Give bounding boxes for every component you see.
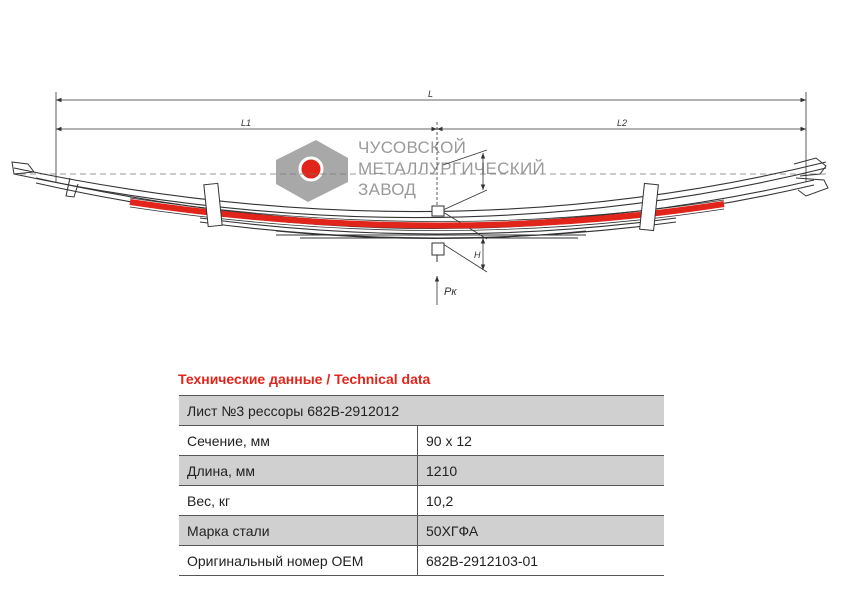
row-label: Вес, кг	[179, 486, 418, 516]
table-row	[179, 546, 664, 576]
row-value: 682В-2912103-01	[418, 546, 665, 576]
table-row	[179, 426, 664, 456]
row-value: 10,2	[418, 486, 665, 516]
logo-line-2: МЕТАЛЛУРГИЧЕСКИЙ	[358, 159, 545, 178]
label-load: Pк	[444, 286, 457, 298]
table-header-cell: Лист №3 рессоры 682В-2912012	[179, 396, 664, 426]
row-value: 1210	[418, 456, 665, 486]
right-eye	[794, 158, 826, 176]
table-row	[179, 456, 664, 486]
company-logo	[276, 138, 545, 202]
row-value: 50ХГФА	[418, 516, 665, 546]
row-label: Длина, мм	[179, 456, 418, 486]
label-L2: L2	[617, 118, 628, 128]
label-L1: L1	[241, 118, 252, 128]
center-bolt-top	[432, 206, 444, 216]
row-value: 90 x 12	[418, 426, 665, 456]
leaf-2	[36, 178, 814, 224]
label-H: H	[474, 250, 481, 260]
table-row	[179, 486, 664, 516]
row-label: Сечение, мм	[179, 426, 418, 456]
technical-data-title: Технические данные / Technical data	[178, 371, 431, 387]
row-label: Оригинальный номер OEM	[179, 546, 418, 576]
right-clamp	[640, 183, 659, 230]
left-clamp	[204, 183, 222, 226]
label-L: L	[428, 89, 434, 99]
logo-line-1: ЧУСОВСКОЙ	[358, 138, 467, 157]
table-row	[179, 516, 664, 546]
logo-line-3: ЗАВОД	[358, 180, 417, 199]
center-bolt-bottom	[432, 243, 444, 255]
technical-data-table	[179, 395, 664, 576]
row-label: Марка стали	[179, 516, 418, 546]
table-header-row	[179, 396, 664, 426]
logo-red-dot	[300, 158, 322, 180]
